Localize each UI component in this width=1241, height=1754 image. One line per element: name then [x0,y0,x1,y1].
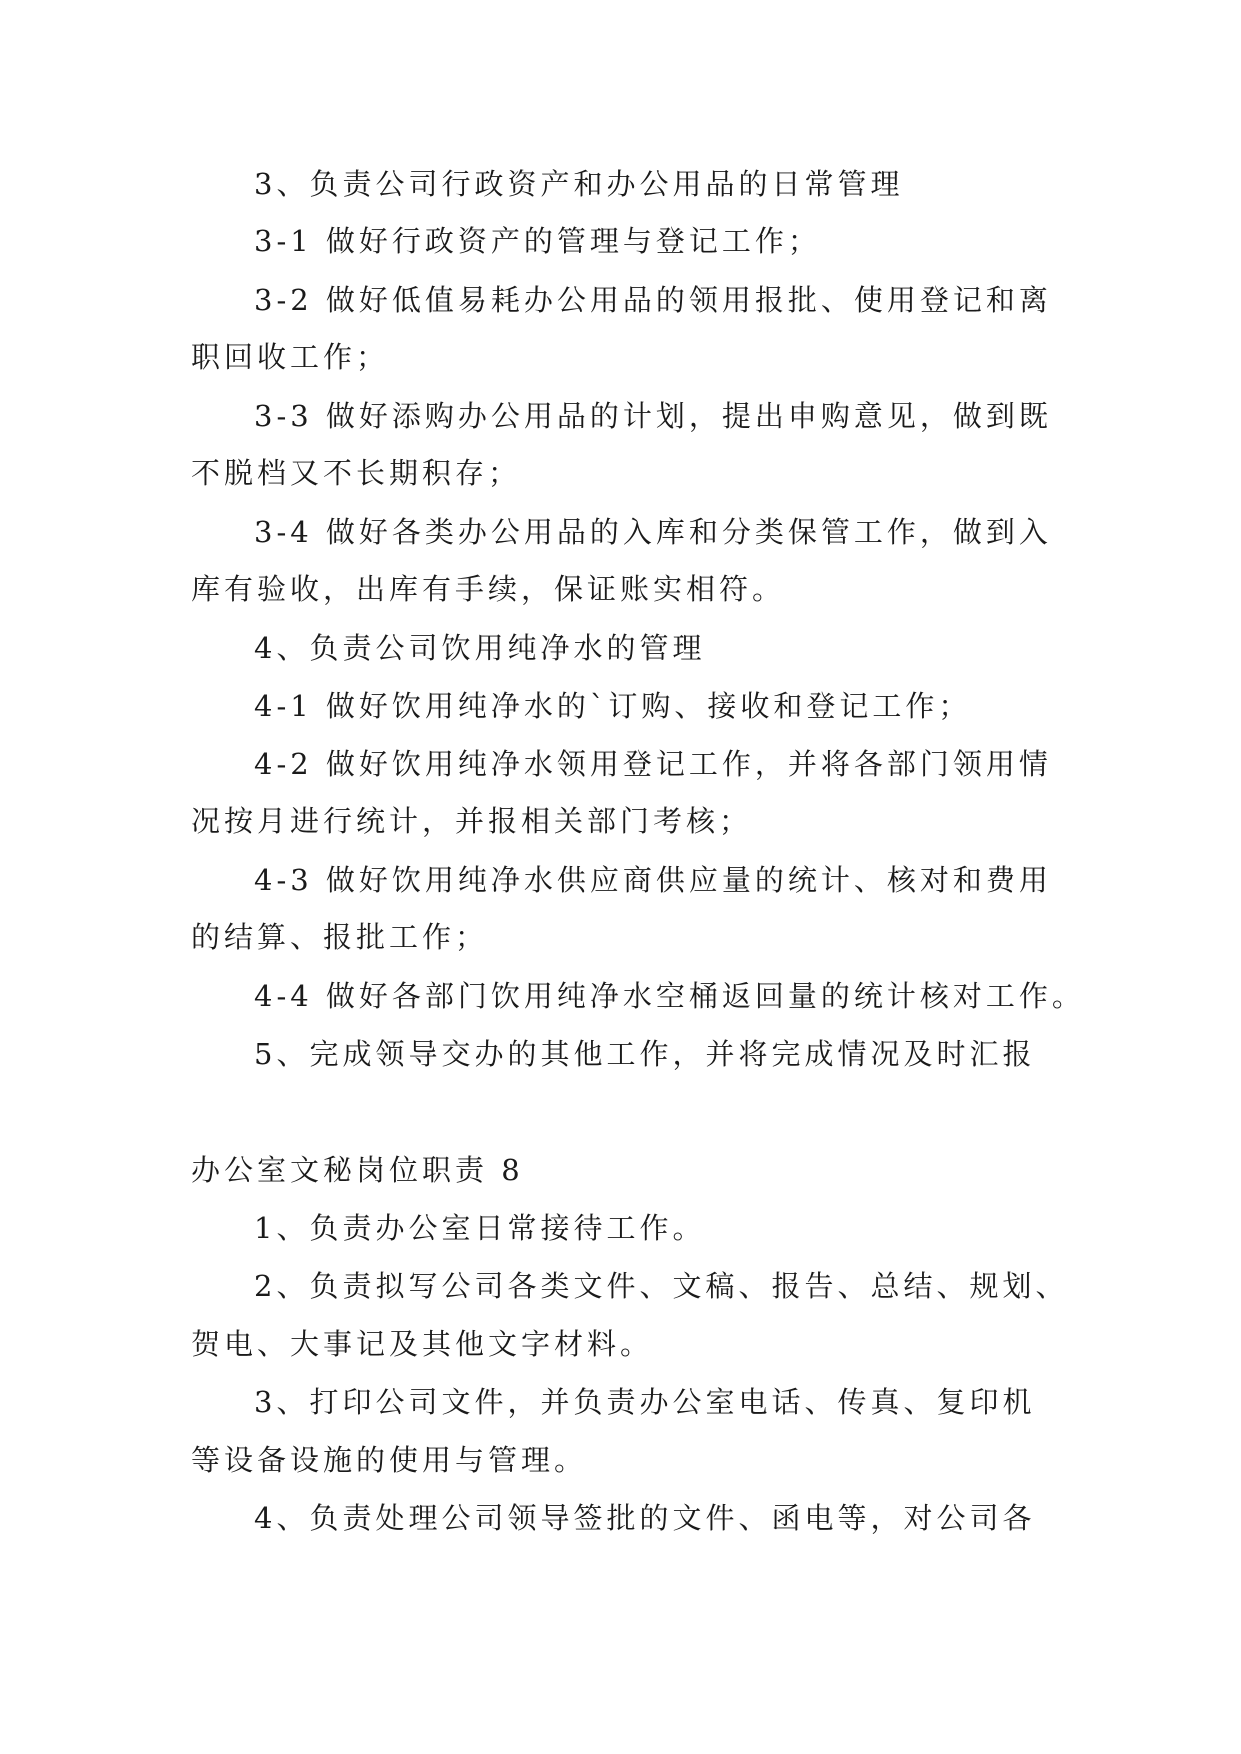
item-3-heading: 3、负责公司行政资产和办公用品的日常管理 [254,167,904,201]
duty-2-line2: 贺电、大事记及其他文字材料。 [191,1327,654,1361]
duty-1: 1、负责办公室日常接待工作。 [254,1211,706,1245]
item-3-2-line1: 3-2 做好低值易耗办公用品的领用报批、使用登记和离 [254,283,1052,317]
item-4-1: 4-1 做好饮用纯净水的`订购、接收和登记工作； [254,689,972,723]
item-4-2-line2: 况按月进行统计，并报相关部门考核； [191,804,753,838]
item-3-3-line1: 3-3 做好添购办公用品的计划，提出申购意见，做到既 [254,399,1052,433]
item-5: 5、完成领导交办的其他工作，并将完成情况及时汇报 [254,1037,1036,1071]
item-4-3-line2: 的结算、报批工作； [191,920,489,954]
duty-4-line1: 4、负责处理公司领导签批的文件、函电等，对公司各 [254,1501,1036,1535]
duty-2-line1: 2、负责拟写公司各类文件、文稿、报告、总结、规划、 [254,1269,1069,1303]
duty-3-line1: 3、打印公司文件，并负责办公室电话、传真、复印机 [254,1385,1036,1419]
item-3-3-line2: 不脱档又不长期积存； [191,456,522,490]
item-4-3-line1: 4-3 做好饮用纯净水供应商供应量的统计、核对和费用 [254,863,1052,897]
duty-3-line2: 等设备设施的使用与管理。 [191,1443,588,1477]
item-3-1: 3-1 做好行政资产的管理与登记工作； [254,224,821,258]
item-3-2-line2: 职回收工作； [191,340,390,374]
section-title: 办公室文秘岗位职责 8 [191,1153,524,1187]
item-3-4-line1: 3-4 做好各类办公用品的入库和分类保管工作，做到入 [254,515,1052,549]
item-4-2-line1: 4-2 做好饮用纯净水领用登记工作，并将各部门领用情 [254,747,1052,781]
item-4-heading: 4、负责公司饮用纯净水的管理 [254,631,706,665]
item-4-4: 4-4 做好各部门饮用纯净水空桶返回量的统计核对工作。 [254,979,1085,1013]
item-3-4-line2: 库有验收，出库有手续，保证账实相符。 [191,572,786,606]
